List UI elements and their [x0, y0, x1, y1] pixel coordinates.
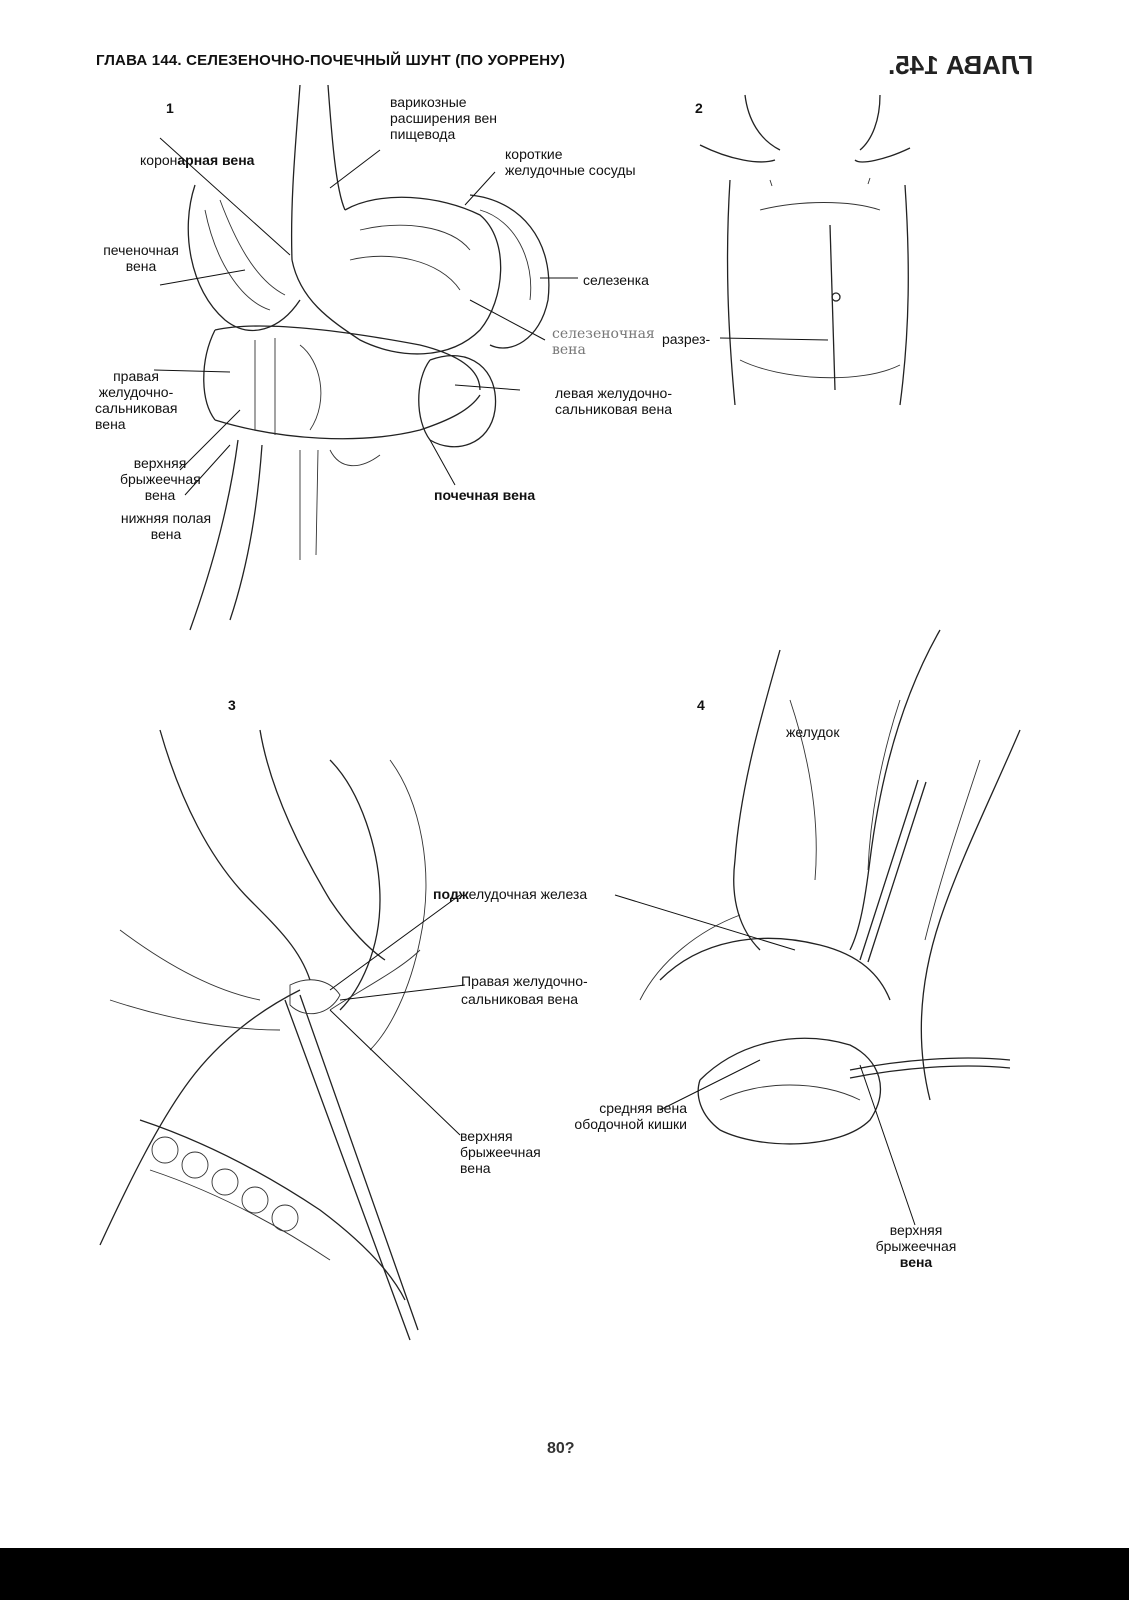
figure-2-drawing [700, 95, 910, 405]
mirrored-bleedthrough-text: ГЛАВА 145. [888, 50, 1034, 80]
label-right-gastroepiploic-vein-fig3: Правая желудочно- сальниковая вена [461, 973, 588, 1007]
label-varicose-esophageal-veins: варикозные расширения вен пищевода [390, 94, 498, 142]
figure-number-2: 2 [695, 100, 703, 116]
label-coronary-vein: коронарная вена [140, 152, 255, 168]
figure-3-drawing [100, 730, 426, 1340]
label-spleen: селезенка [583, 272, 649, 288]
page-number: 80? [547, 1440, 575, 1457]
label-incision: разрез- [662, 331, 711, 347]
label-left-gastroepiploic-vein: левая желудочно- сальниковая вена [555, 385, 673, 417]
label-hepatic-vein: печеночная вена [103, 242, 179, 274]
figure-number-3: 3 [228, 697, 236, 713]
label-short-gastric-vessels: короткие желудочные сосуды [505, 146, 636, 178]
label-splenic-vein: селезеночная вена [552, 326, 655, 358]
figure-1-leader-lines [154, 138, 578, 495]
label-inferior-vena-cava: нижняя полая вена [120, 510, 212, 542]
label-middle-colic-vein: средняя вена ободочной кишки [574, 1100, 687, 1132]
figure-3-leader-lines [330, 895, 465, 1135]
label-right-gastroepiploic-vein: правая желудочно- сальниковая вена [95, 368, 178, 432]
label-superior-mesenteric-vein-fig1: верхняя брыжеечная вена [120, 455, 201, 503]
chapter-title: ГЛАВА 144. СЕЛЕЗЕНОЧНО-ПОЧЕЧНЫЙ ШУНТ (ПО УОРРЕНУ) [96, 52, 566, 69]
label-superior-mesenteric-vein-fig3: верхняя брыжеечная вена [460, 1128, 541, 1176]
figure-number-4: 4 [697, 697, 705, 713]
scan-border-bar [0, 1548, 1129, 1600]
figure-number-1: 1 [166, 100, 174, 116]
label-stomach: желудок [786, 724, 840, 740]
label-superior-mesenteric-vein-fig4: верхняя брыжеечная вена [875, 1222, 957, 1270]
label-pancreas: поджелудочная железа [433, 886, 588, 902]
figure-2-leader-line [720, 338, 828, 340]
label-renal-vein: почечная вена [434, 487, 536, 503]
